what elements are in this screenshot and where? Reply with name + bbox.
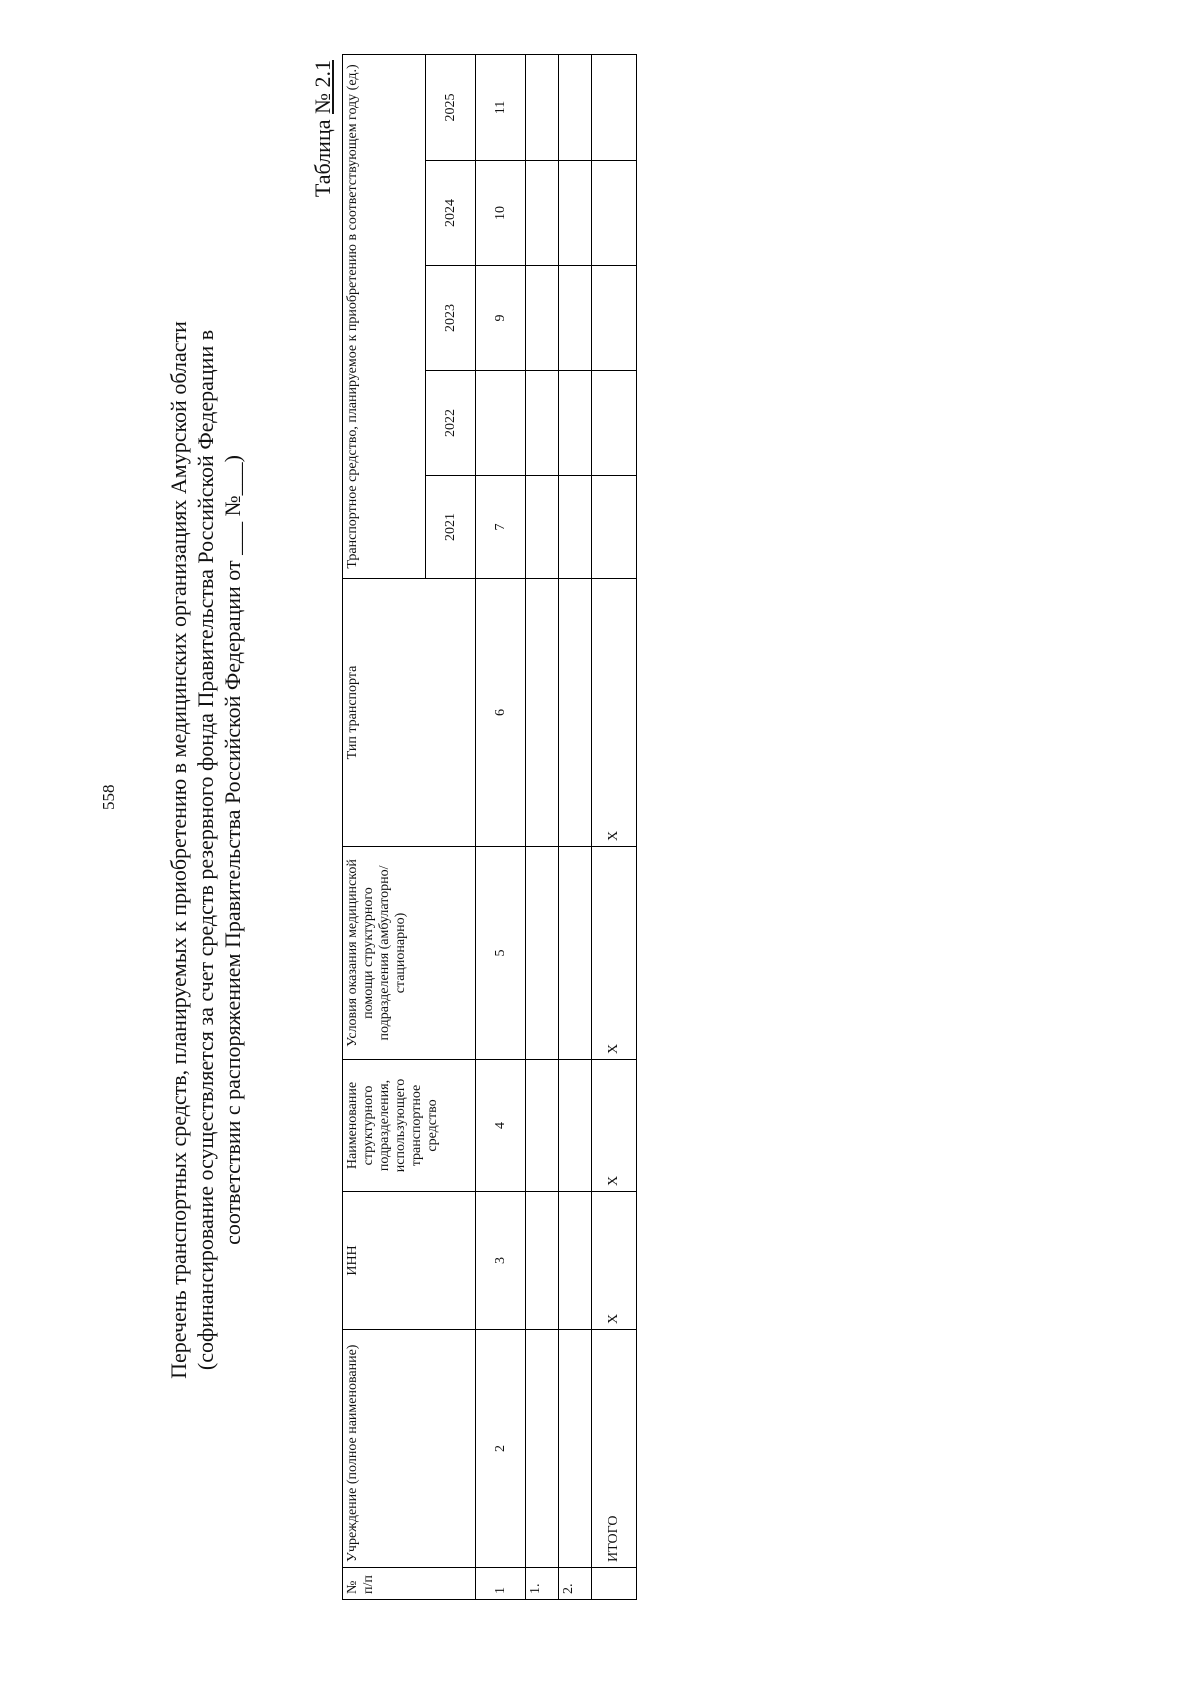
column-number: 2 [476, 1330, 526, 1568]
table-cell [559, 579, 592, 847]
total-inn: X [592, 1192, 637, 1330]
total-2022 [592, 371, 637, 476]
table-label-number: № 2.1 [310, 60, 335, 114]
table-cell [559, 1330, 592, 1568]
column-number-row [476, 54, 526, 1599]
document-title [165, 240, 246, 1460]
table-cell [526, 579, 559, 847]
row-num: 2. [559, 1568, 592, 1600]
header-year-2021: 2021 [426, 476, 476, 579]
column-number: 5 [476, 847, 526, 1060]
header-subdivision: Наименование структурного подразделения, использующего транспортное средство [343, 1060, 476, 1192]
total-conditions: X [592, 847, 637, 1060]
column-number: 1 [476, 1568, 526, 1600]
total-label: ИТОГО [592, 1330, 637, 1568]
column-number: 7 [476, 476, 526, 579]
header-planned: Транспортное средство, планируемое к приобретению в соответствующем году (ед.) [343, 54, 426, 578]
column-number: 4 [476, 1060, 526, 1192]
column-number [476, 371, 526, 476]
table-cell [559, 54, 592, 160]
table-cell [559, 476, 592, 579]
column-number: 11 [476, 54, 526, 160]
column-number: 3 [476, 1192, 526, 1330]
table-cell [592, 1568, 637, 1600]
table-cell [526, 161, 559, 266]
header-inn: ИНН [343, 1192, 476, 1330]
table-cell [526, 54, 559, 160]
total-transport-type: X [592, 579, 637, 847]
header-institution: Учреждение (полное наименование) [343, 1330, 476, 1568]
transport-table [342, 54, 637, 1600]
header-year-2023: 2023 [426, 266, 476, 371]
table-row [526, 54, 559, 1599]
table-cell [526, 266, 559, 371]
total-2024 [592, 161, 637, 266]
total-2021 [592, 476, 637, 579]
header-year-2024: 2024 [426, 161, 476, 266]
title-line-2: (софинансирование осуществляется за счет средств резервного фонда Правительства Российской Федерации в [193, 329, 218, 1371]
table-cell [559, 161, 592, 266]
table-cell [559, 371, 592, 476]
title-line-1: Перечень транспортных средств, планируемых к приобретению в медицинских организациях Амурской области [166, 321, 191, 1379]
total-2025 [592, 54, 637, 160]
column-number: 6 [476, 579, 526, 847]
table-cell [526, 1060, 559, 1192]
table-label [310, 60, 336, 197]
title-line-3: соответствии с распоряжением Правительства Российской Федерации от ___ №___) [220, 455, 245, 1245]
total-subdivision: X [592, 1060, 637, 1192]
header-year-2025: 2025 [426, 54, 476, 160]
table-cell [559, 1060, 592, 1192]
total-2023 [592, 266, 637, 371]
header-year-2022: 2022 [426, 371, 476, 476]
table-row [559, 54, 592, 1599]
table-cell [526, 1192, 559, 1330]
rotated-page [65, 40, 1155, 1640]
header-transport-type: Тип транспорта [343, 579, 476, 847]
header-row [343, 54, 426, 1599]
header-conditions: Условия оказания медицинской помощи структурного подразделения (амбулаторно/стационарно) [343, 847, 476, 1060]
page-number: 558 [99, 784, 118, 810]
table-cell [526, 371, 559, 476]
column-number: 10 [476, 161, 526, 266]
table-cell [526, 476, 559, 579]
header-num: № п/п [343, 1568, 476, 1600]
table-cell [559, 1192, 592, 1330]
total-row [592, 54, 637, 1599]
row-num: 1. [526, 1568, 559, 1600]
table-cell [526, 847, 559, 1060]
table-label-prefix: Таблица [310, 114, 335, 198]
table-cell [559, 266, 592, 371]
table-cell [559, 847, 592, 1060]
column-number: 9 [476, 266, 526, 371]
table-cell [526, 1330, 559, 1568]
